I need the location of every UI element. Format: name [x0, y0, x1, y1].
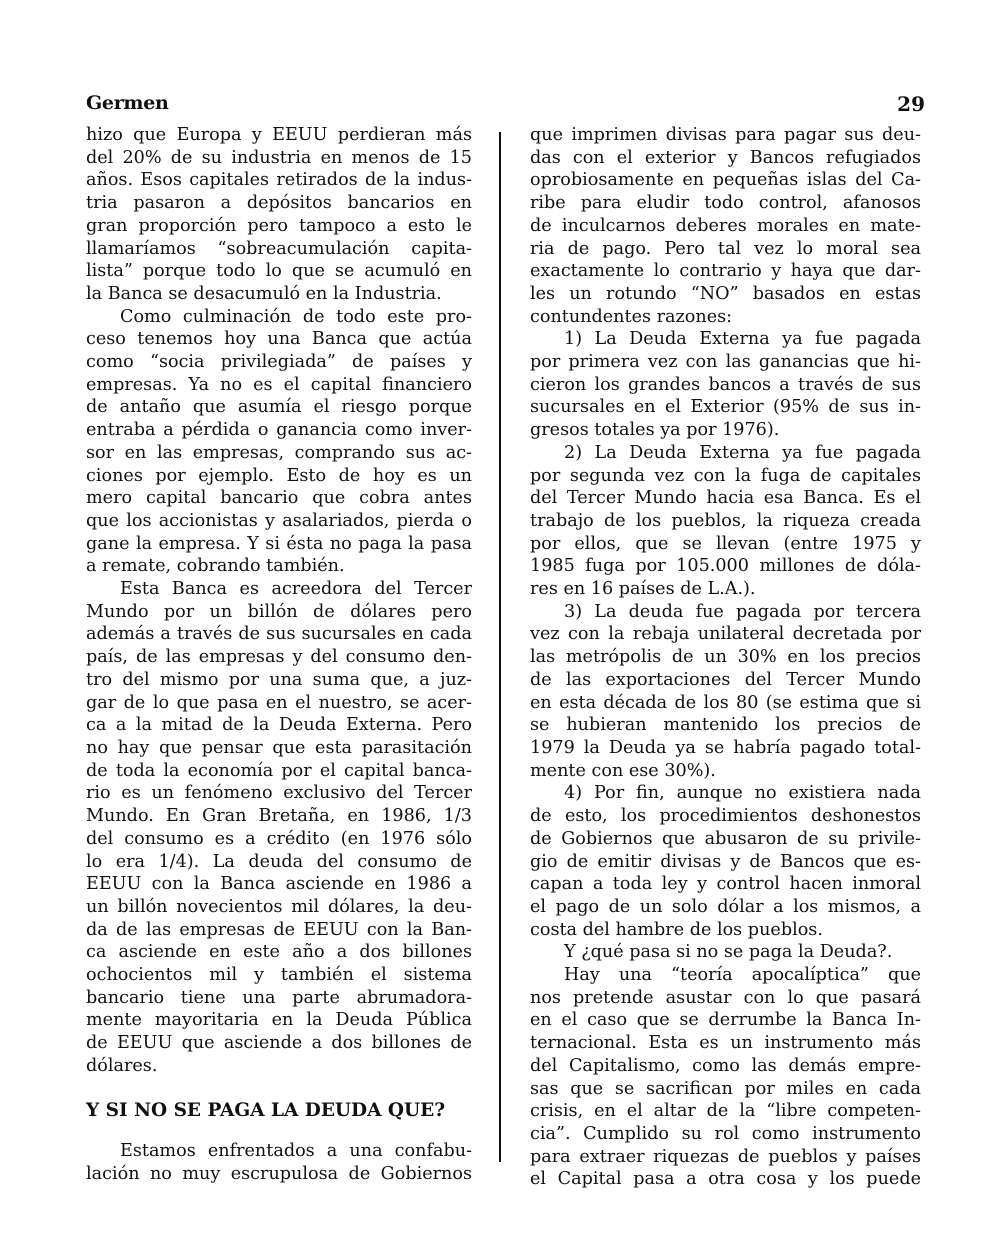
text-line: un billón novecientos mil dólares, la deu-	[86, 896, 472, 917]
text-line: lista” porque todo lo que se acumuló en	[86, 261, 472, 282]
text-line: a remate, cobrando también.	[86, 556, 345, 577]
text-line: de las exportaciones del Tercer Mundo	[530, 669, 921, 690]
text-line: 4) Por fin, aunque no existiera nada	[564, 783, 921, 804]
text-line: res en 16 países de L.A.).	[530, 579, 756, 600]
text-line: exactamente lo contrario y haya que dar-	[530, 261, 921, 282]
text-line: oprobiosamente en pequeñas islas del Ca-	[530, 170, 921, 191]
text-line: Como culminación de todo este pro-	[120, 306, 472, 327]
text-line: del Tercer Mundo hacia esa Banca. Es el	[530, 488, 921, 509]
text-line: el pago de un solo dólar a los mismos, a	[530, 896, 921, 917]
text-line: ca a la mitad de la Deuda Externa. Pero	[86, 715, 472, 736]
text-line: del Capitalismo, como las demás empre-	[530, 1055, 921, 1076]
text-line: en esta década de los 80 (se estima que si	[530, 692, 921, 713]
text-line: gran proporción pero tampoco a esto le	[86, 215, 472, 236]
text-line: llamaríamos “sobreacumulación capita-	[86, 238, 472, 259]
text-line: 1979 la Deuda ya se habría pagado total-	[530, 737, 921, 758]
text-line: años. Esos capitales retirados de la indus-	[86, 170, 472, 191]
text-line: contundentes razones:	[530, 306, 733, 327]
text-line: que imprimen divisas para pagar sus deu-	[530, 125, 921, 145]
text-line: crisis, en el altar de la “libre competen-	[530, 1101, 921, 1122]
text-line: sucursales en el Exterior (95% de sus in-	[530, 397, 921, 418]
text-line: lo era 1/4). La deuda del consumo de	[86, 851, 472, 872]
text-line: las metrópolis de un 30% en los precios	[530, 647, 921, 668]
text-line: costa del hambre de los pueblos.	[530, 919, 823, 940]
text-line: Hay una “teoría apocalíptica” que	[564, 965, 921, 986]
text-line: 3) La deuda fue pagada por tercera	[564, 601, 921, 622]
running-title: Germen	[86, 92, 169, 114]
text-line: mero capital bancario que cobra antes	[86, 488, 472, 509]
text-line: por segunda vez con la fuga de capitales	[530, 465, 921, 486]
text-line: bancario tiene una parte abrumadora-	[86, 987, 472, 1008]
text-line: de inculcarnos deberes morales en mate-	[530, 215, 921, 236]
text-line: cia”. Cumplido su rol como instrumento	[530, 1123, 921, 1144]
text-line: lación no muy escrupulosa de Gobiernos	[86, 1163, 472, 1184]
text-line: Y ¿qué pasa si no se paga la Deuda?.	[564, 942, 893, 963]
text-line: dólares.	[86, 1055, 158, 1076]
text-line: del 20% de su industria en menos de 15	[86, 147, 472, 168]
text-line: se hubieran mantenido los precios de	[530, 715, 921, 736]
text-line: vez con la rebaja unilateral decretada por	[530, 624, 921, 645]
text-line: tro del mismo por una suma que, a juz-	[86, 669, 472, 690]
text-line: de antaño que asumía el riesgo porque	[86, 397, 472, 418]
right-column	[530, 124, 921, 1191]
text-line: en el caso que se derrumbe la Banca In-	[530, 1010, 921, 1031]
text-line: mente con ese 30%).	[530, 760, 716, 781]
text-line: trabajo de los pueblos, la riqueza creada	[530, 510, 921, 531]
text-line: hizo que Europa y EEUU perdieran más	[86, 125, 472, 145]
text-line: da de las empresas de EEUU con la Ban-	[86, 919, 472, 940]
text-line: ochocientos mil y también el sistema	[86, 965, 472, 986]
column-divider	[499, 132, 501, 1162]
text-line: gio de emitir divisas y de Bancos que es-	[530, 851, 921, 872]
text-line: Estamos enfrentados a una confabu-	[120, 1141, 472, 1162]
text-line: 2) La Deuda Externa ya fue pagada	[564, 442, 921, 463]
section-heading: Y SI NO SE PAGA LA DEUDA QUE?	[86, 1099, 446, 1121]
text-line: Mundo por un billón de dólares pero	[86, 601, 472, 622]
text-line: Esta Banca es acreedora del Tercer	[120, 579, 472, 600]
text-line: de esto, los procedimientos deshonestos	[530, 806, 921, 827]
text-line: ciones por ejemplo. Esto de hoy es un	[86, 465, 472, 486]
text-line: de toda la economía por el capital banca-	[86, 760, 472, 781]
text-line: de EEUU que asciende a dos billones de	[86, 1033, 472, 1054]
text-line: el Capital pasa a otra cosa y los puede	[530, 1169, 921, 1190]
text-line: la Banca se desacumuló en la Industria.	[86, 283, 442, 304]
text-line: del consumo es a crédito (en 1976 sólo	[86, 828, 472, 849]
text-line: por primera vez con las ganancias que hi-	[530, 352, 921, 373]
text-line: nos pretende asustar con lo que pasará	[530, 987, 921, 1008]
text-line: ternacional. Esta es un instrumento más	[530, 1033, 921, 1054]
text-line: gresos totales ya por 1976).	[530, 420, 780, 441]
text-line: 1985 fuga por 105.000 millones de dóla-	[530, 556, 921, 577]
left-column	[86, 124, 472, 1186]
text-line: sas que se sacrifican por miles en cada	[530, 1078, 921, 1099]
text-line: que los accionistas y asalariados, pierda o	[86, 510, 472, 531]
text-line: para extraer riquezas de pueblos y países	[530, 1146, 921, 1167]
text-line: como “socia privilegiada” de países y	[86, 352, 472, 373]
page-number: 29	[897, 92, 925, 116]
text-line: cieron los grandes bancos a través de sus	[530, 374, 921, 395]
text-line: además a través de sus sucursales en cada	[86, 624, 472, 645]
text-line: país, de las empresas y del consumo den-	[86, 647, 472, 668]
text-line: das con el exterior y Bancos refugiados	[530, 147, 921, 168]
text-line: sor en las empresas, comprando sus ac-	[86, 442, 472, 463]
text-line: Mundo. En Gran Bretaña, en 1986, 1/3	[86, 806, 472, 827]
text-line: capan a toda ley y control hacen inmoral	[530, 874, 921, 895]
text-line: tria pasaron a depósitos bancarios en	[86, 193, 472, 214]
text-line: gar de lo que pasa en el nuestro, se acer-	[86, 692, 472, 713]
text-line: les un rotundo “NO” basados en estas	[530, 283, 921, 304]
text-line: de Gobiernos que abusaron de su privile-	[530, 828, 921, 849]
text-line: rio es un fenómeno exclusivo del Tercer	[86, 783, 472, 804]
text-line: gane la empresa. Y si ésta no paga la pasa	[86, 533, 472, 554]
text-line: EEUU con la Banca asciende en 1986 a	[86, 874, 472, 895]
text-line: 1) La Deuda Externa ya fue pagada	[564, 329, 921, 350]
text-line: ria de pago. Pero tal vez lo moral sea	[530, 238, 921, 259]
text-line: entraba a pérdida o ganancia como inver-	[86, 420, 472, 441]
text-line: empresas. Ya no es el capital financiero	[86, 374, 472, 395]
text-line: ribe para eludir todo control, afanosos	[530, 193, 921, 214]
text-line: no hay que pensar que esta parasitación	[86, 737, 472, 758]
text-line: ceso tenemos hoy una Banca que actúa	[86, 329, 472, 350]
text-line: mente mayoritaria en la Deuda Pública	[86, 1010, 472, 1031]
text-line: ca asciende en este año a dos billones	[86, 942, 472, 963]
text-line: por ellos, que se llevan (entre 1975 y	[530, 533, 921, 554]
